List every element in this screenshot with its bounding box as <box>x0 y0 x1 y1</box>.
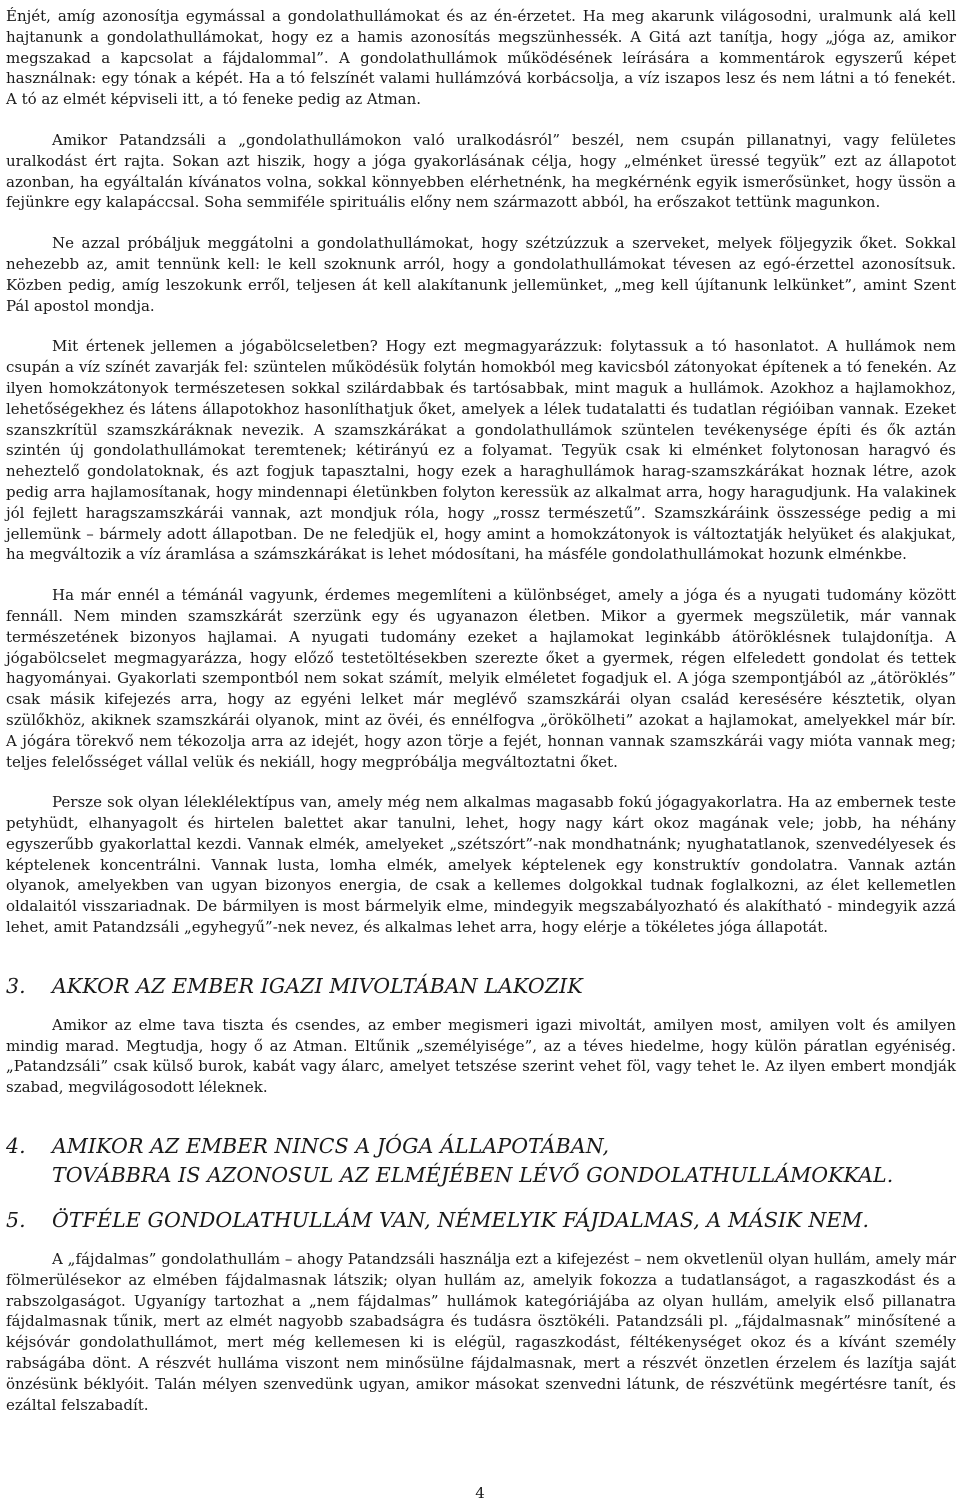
section-title: AKKOR AZ EMBER IGAZI MIVOLTÁBAN LAKOZIK <box>52 973 583 998</box>
paragraph-3: Ne azzal próbáljuk meggátolni a gondolathullámokat, hogy szétzúzzuk a szerveket, melyek följegyzik őket. Sokkal nehezebb az, amit tennünk kell: le kell szoknunk arról, hogy a gondolathullámokat tévesen az egó-érzettel azonosítsuk. Közben pedig, amíg leszokunk erről, teljesen át kell alakítanunk jellemünket, „meg kell újítanunk lelkünket”, amint Szent Pál apostol mondja. <box>6 234 956 315</box>
section-title: ÖTFÉLE GONDOLATHULLÁM VAN, NÉMELYIK FÁJDALMAS, A MÁSIK NEM. <box>52 1208 870 1233</box>
document-page <box>6 6 956 1415</box>
paragraph-8: A „fájdalmas” gondolathullám – ahogy Patandzsáli használja ezt a kifejezést – nem okvetlenül olyan hullám, amely már fölmerülésekor az elmében fájdalmasnak látszik; olyan hullám az, amelyik fokozza a tudatlanságot, a ragaszkodást és a rabszolgaságot. Ugyanígy tartozhat a „nem fájdalmas” hullámok kategóriájába az olyan hullám, amelyik első pillanatra fájdalmasnak tűnik, mert az elmét nagyobb szabadságra és tudásra ösztökéli. Patandzsáli pl. „fájdalmasnak” minősítené a kéjsóvár gondolathullámot, mert még kellemesen ki is elégül, ragaszkodást, féltékenységet okoz és a kívánt személy rabságába dönt. A részvét hulláma viszont nem minősülne fájdalmasnak, mert a részvét önzetlen érzelem és lazítja saját önzésünk béklyóit. Talán mélyen szenvedünk ugyan, amikor másokat szenvedni látunk, de részvétünk megértésre tanít, és ezáltal felszabadít. <box>6 1250 956 1414</box>
section-title-line-1: AMIKOR AZ EMBER NINCS A JÓGA ÁLLAPOTÁBAN, <box>52 1134 610 1159</box>
page-number: 4 <box>475 1484 485 1502</box>
section-number: 4. <box>6 1134 26 1159</box>
section-number: 3. <box>6 973 26 998</box>
section-heading-3 <box>6 972 956 1001</box>
paragraph-6: Persze sok olyan léleklélektípus van, amely még nem alkalmas magasabb fokú jógagyakorlatra. Ha az embernek teste petyhüdt, elhanyagolt és hirtelen balettet akar tanulni, lehet, hogy nagy kárt okoz magának vele; jobb, ha néhány egyszerűbb gyakorlattal kezdi. Vannak elmék, amelyeket „szétszórt”-nak mondhatnánk; nyughatatlanok, szenvedélyesek és képtelenek koncentrálni. Vannak lusta, lomha elmék, amelyek képtelenek egy konstruktív gondolatra. Vannak aztán olyanok, amelyekben van ugyan bizonyos energia, de csak a kellemes dolgokkal tudnak foglalkozni, az élet kellemetlen oldalaitól visszariadnak. De bármilyen is most bármelyik elme, mindegyik megszabályozható és alakítható - mindegyik azzá lehet, amit Patandzsáli „egyhegyű”-nek nevez, és alkalmas lehet arra, hogy elérje a tökéletes jóga állapotát. <box>6 793 956 937</box>
paragraph-4: Mit értenek jellemen a jógabölcseletben? Hogy ezt megmagyarázzuk: folytassuk a tó hasonlatot. A hullámok nem csupán a víz színét zavarják fel: szüntelen működésük folytán homokból meg kavicsból zátonyokat építenek a tó fenekén. Az ilyen homokzátonyok természetesen sokkal szilárdabbak és tartósabbak, mint maguk a hullámok. Azokhoz a hajlamokhoz, lehetőségekhez és látens állapotokhoz hasonlíthatjuk őket, amelyek a lélek tudatalatti és tudatlan régióiban vannak. Ezeket szanszkrítül szamszkáráknak nevezik. A szamszkárákat a gondolathullámok szüntelen tevékenysége építi és ők aztán szintén új gondolathullámokat teremtenek; kétirányú ez a folyamat. Tegyük csak ki elménket folytonosan haragvó és neheztelő gondolatoknak, és azt fogjuk tapasztalni, hogy ezek a haraghullámok harag-szamszkárákat hoznak létre, azok pedig arra hajlamosítanak, hogy mindennapi életünkben folyton keressük az alkalmat arra, hogy haragudjunk. Ha valakinek jól fejlett haragszamszkárái vannak, azt mondjuk róla, hogy „rossz természetű”. Szamszkáráink összessége pedig a mi jellemünk – bármely adott állapotban. De ne feledjük el, hogy amint a homokzátonyok is változtatják helyüket és alakjukat, ha megváltozik a víz áramlása a számszkárákat is lehet módosítani, ha másféle gondolathullámokat hozunk elménkbe. <box>6 337 956 564</box>
section-heading-5 <box>6 1206 956 1235</box>
paragraph-7: Amikor az elme tava tiszta és csendes, az ember megismeri igazi mivoltát, amilyen most, amilyen volt és amilyen mindig marad. Megtudja, hogy ő az Atman. Eltűnik „személyisége”, az a téves hiedelme, hogy külön páratlan egyéniség. „Patandzsáli” csak külső burok, kabát vagy álarc, amelyet tetszése szerint vehet föl, vagy tehet le. Az ilyen embert mondják szabad, megvilágosodott léleknek. <box>6 1015 956 1097</box>
section-heading-4 <box>6 1132 956 1190</box>
paragraph-5: Ha már ennél a témánál vagyunk, érdemes megemlíteni a különbséget, amely a jóga és a nyugati tudomány között fennáll. Nem minden szamszkárát szerzünk egy és ugyanazon életben. Mikor a gyermek megszületik, már vannak természetének bizonyos hajlamai. A nyugati tudomány ezeket a hajlamokat leginkább átöröklésnek tulajdonítja. A jógabölcselet megmagyarázza, hogy előző testetöltésekben szerezte őket a gyermek, régen elfeledett gondolat és tettek hagyományai. Gyakorlati szempontból nem sokat számít, melyik elméletet fogadjuk el. A jóga szempontjából az „átöröklés” csak másik kifejezés arra, hogy az egyéni lelket már meglévő szamszkárái olyan család keresésére késztetik, olyan szülőkhöz, akiknek szamszkárái olyanok, mint az övéi, és ennélfogva „örökölheti” azokat a hajlamokat, amelyekkel már bír. A jógára törekvő nem tékozolja arra az idejét, hogy azon törje a fejét, honnan vannak szamszkárái vagy mióta vannak meg; teljes felelősséget vállal velük és nekiáll, hogy megpróbálja megváltoztatni őket. <box>6 586 956 771</box>
paragraph-2: Amikor Patandzsáli a „gondolathullámokon való uralkodásról” beszél, nem csupán pillanatnyi, vagy felületes uralkodást ért rajta. Sokan azt hiszik, hogy a jóga gyakorlásának célja, hogy „elménket üressé tegyük” ezt az állapotot azonban, ha egyáltalán kívánatos volna, sokkal könnyebben elérhetnénk, ha megkérnénk egyik ismerősünket, hogy üssön a fejünkre egy kalapáccsal. Soha semmiféle spirituális előny nem származott abból, ha erőszakot tettünk magunkon. <box>6 130 956 212</box>
section-title-line-2: TOVÁBBRA IS AZONOSUL AZ ELMÉJÉBEN LÉVŐ GONDOLATHULLÁMOKKAL. <box>52 1163 894 1188</box>
paragraph-1: Énjét, amíg azonosítja egymással a gondolathullámokat és az én-érzetet. Ha meg akarunk világosodni, uralmunk alá kell hajtanunk a gondolathullámokat, hogy ez a hamis azonosítás megszünhessék. A Gitá azt tanítja, hogy „jóga az, amikor megszakad a kapcsolat a fájdalommal”. A gondolathullámok működésének leírására a kommentárok egyszerű képet használnak: egy tónak a képét. Ha a tó felszínét valami hullámzóvá korbácsolja, a víz iszapos lesz és nem látni a tó fenekét. A tó az elmét képviseli itt, a tó feneke pedig az Atman. <box>6 7 956 109</box>
section-number: 5. <box>6 1208 26 1233</box>
